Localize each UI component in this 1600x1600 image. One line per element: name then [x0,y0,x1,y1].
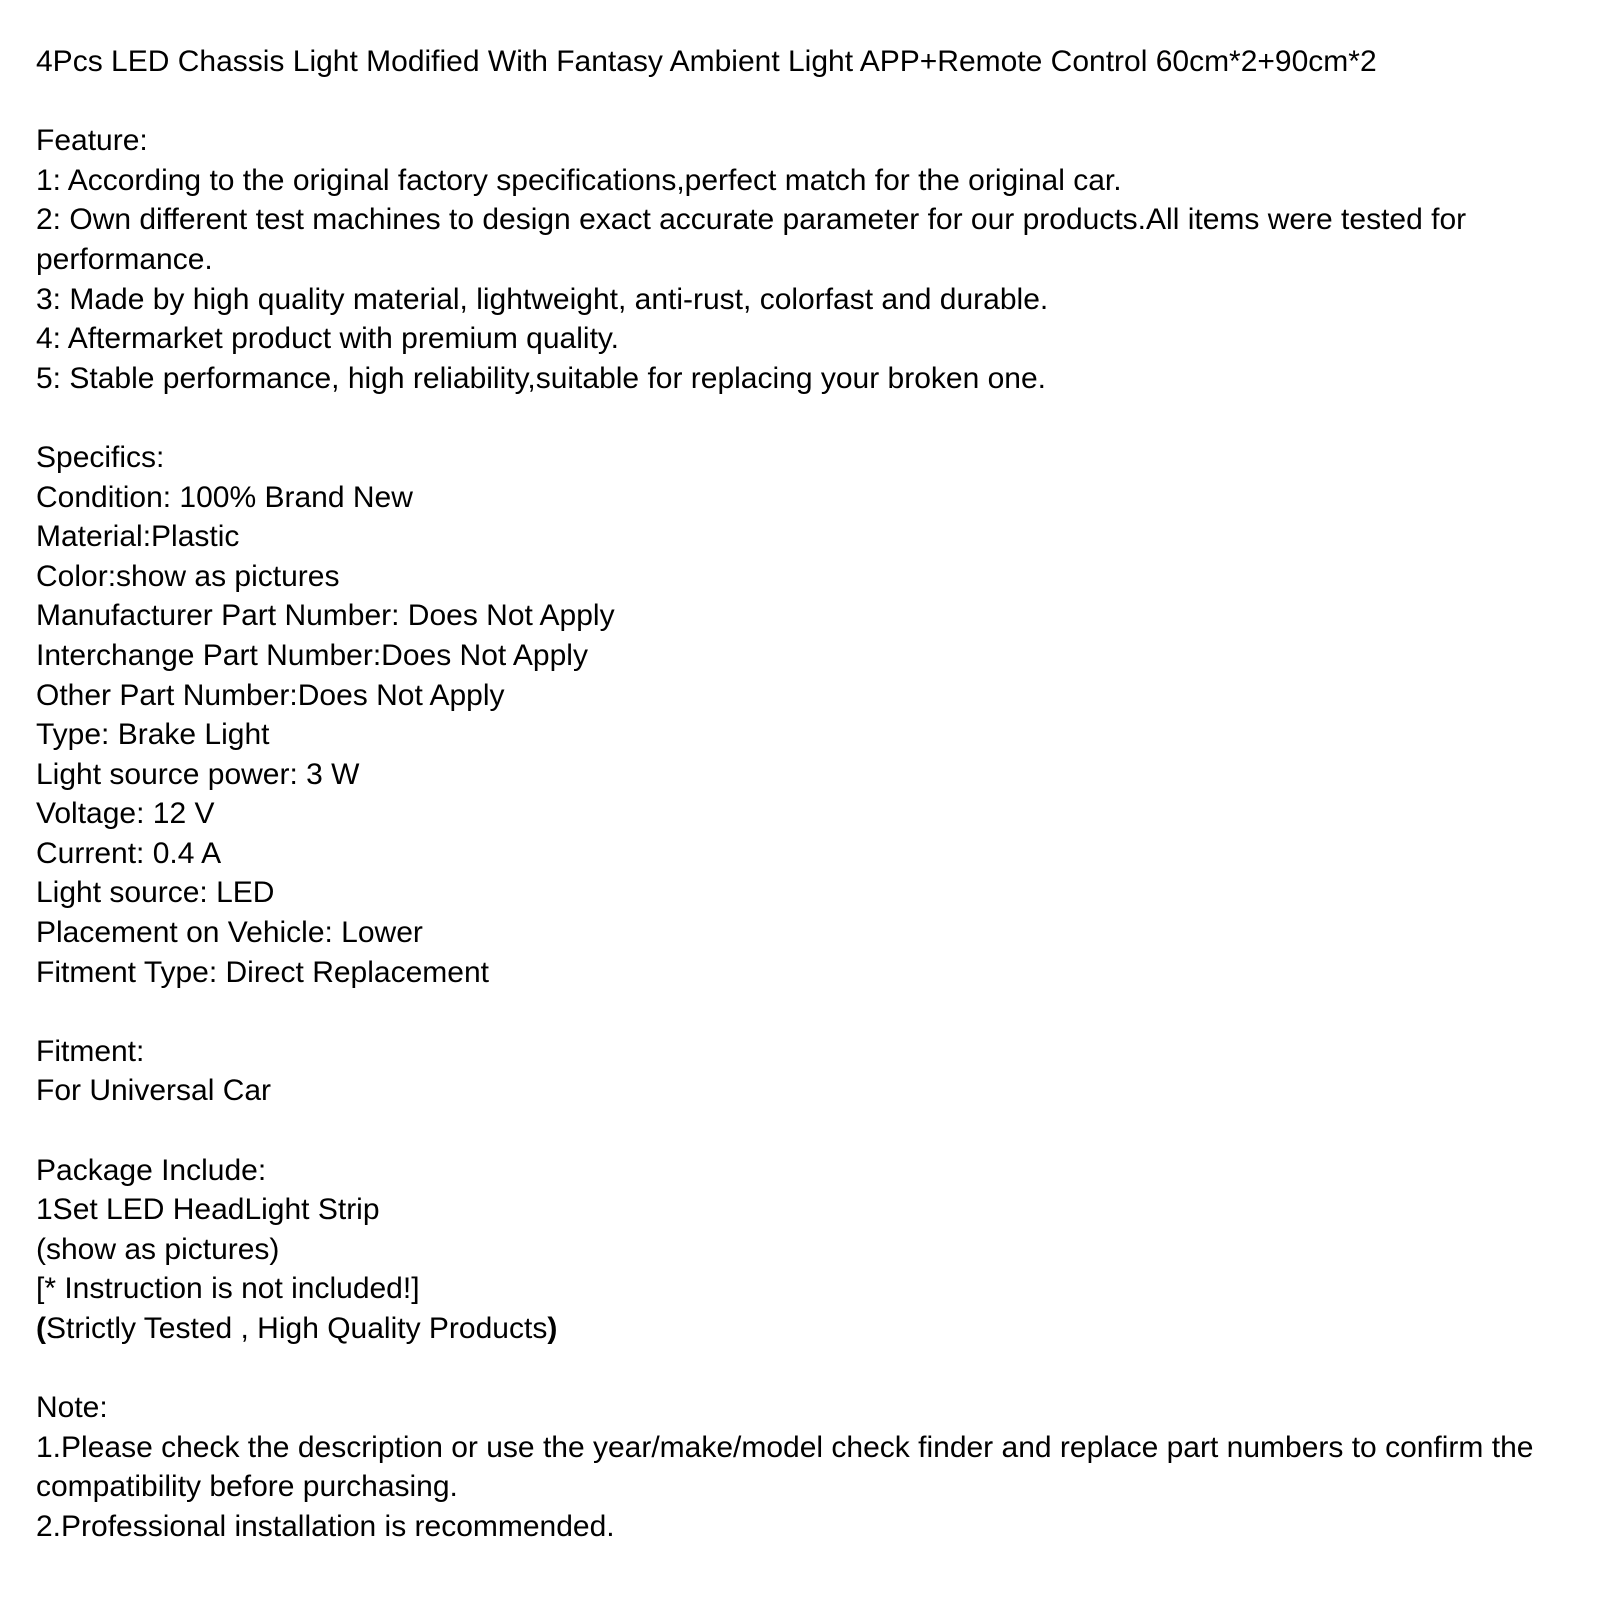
feature-line: 1: According to the original factory specifications,perfect match for the original car. [36,163,1122,197]
spec-material: Material:Plastic [36,520,240,554]
package-line: 1Set LED HeadLight Strip [36,1193,380,1227]
specifics-heading: Specifics: [36,440,165,474]
product-title: 4Pcs LED Chassis Light Modified With Fantasy Ambient Light APP+Remote Control 60cm*2+90cm*2 [36,45,1377,78]
package-heading: Package Include: [36,1153,267,1187]
package-section [36,1151,1566,1349]
spec-light-source: Light source: LED [36,876,275,910]
strict-close-paren: ) [547,1312,558,1345]
feature-line: 4: Aftermarket product with premium quality. [36,322,620,356]
spec-condition: Condition: 100% Brand New [36,480,413,514]
strict-open-paren: ( [36,1312,46,1345]
feature-section [36,121,1566,398]
spec-manufacturer-part-number: Manufacturer Part Number: Does Not Apply [36,599,615,633]
fitment-line: For Universal Car [36,1074,272,1108]
fitment-section [36,1032,1566,1111]
package-line: [* Instruction is not included!] [36,1272,420,1306]
note-line: 1.Please check the description or use the year/make/model check finder and replace part numbers to confirm the [36,1430,1534,1464]
spec-voltage: Voltage: 12 V [36,797,215,831]
spec-color: Color:show as pictures [36,559,340,593]
spec-interchange-part-number: Interchange Part Number:Does Not Apply [36,638,588,672]
spec-fitment-type: Fitment Type: Direct Replacement [36,955,489,989]
feature-line: 5: Stable performance, high reliability,suitable for replacing your broken one. [36,361,1047,395]
package-line: (show as pictures) [36,1232,280,1266]
feature-line: 3: Made by high quality material, lightweight, anti-rust, colorfast and durable. [36,282,1049,316]
specifics-section [36,438,1566,992]
note-line: 2.Professional installation is recommended. [36,1509,615,1543]
note-section [36,1388,1566,1546]
spec-light-source-power: Light source power: 3 W [36,757,360,791]
note-heading: Note: [36,1391,108,1425]
spec-type: Type: Brake Light [36,718,270,752]
spec-other-part-number: Other Part Number:Does Not Apply [36,678,505,712]
note-line: compatibility before purchasing. [36,1470,458,1504]
spec-current: Current: 0.4 A [36,836,222,870]
spec-placement: Placement on Vehicle: Lower [36,916,423,950]
fitment-heading: Fitment: [36,1034,145,1068]
feature-line: 2: Own different test machines to design exact accurate parameter for our products.All items were tested for [36,203,1467,237]
strict-text: Strictly Tested , High Quality Products [46,1312,548,1345]
feature-heading: Feature: [36,124,148,158]
package-strict-line [36,1309,1566,1349]
feature-line: performance. [36,242,213,276]
